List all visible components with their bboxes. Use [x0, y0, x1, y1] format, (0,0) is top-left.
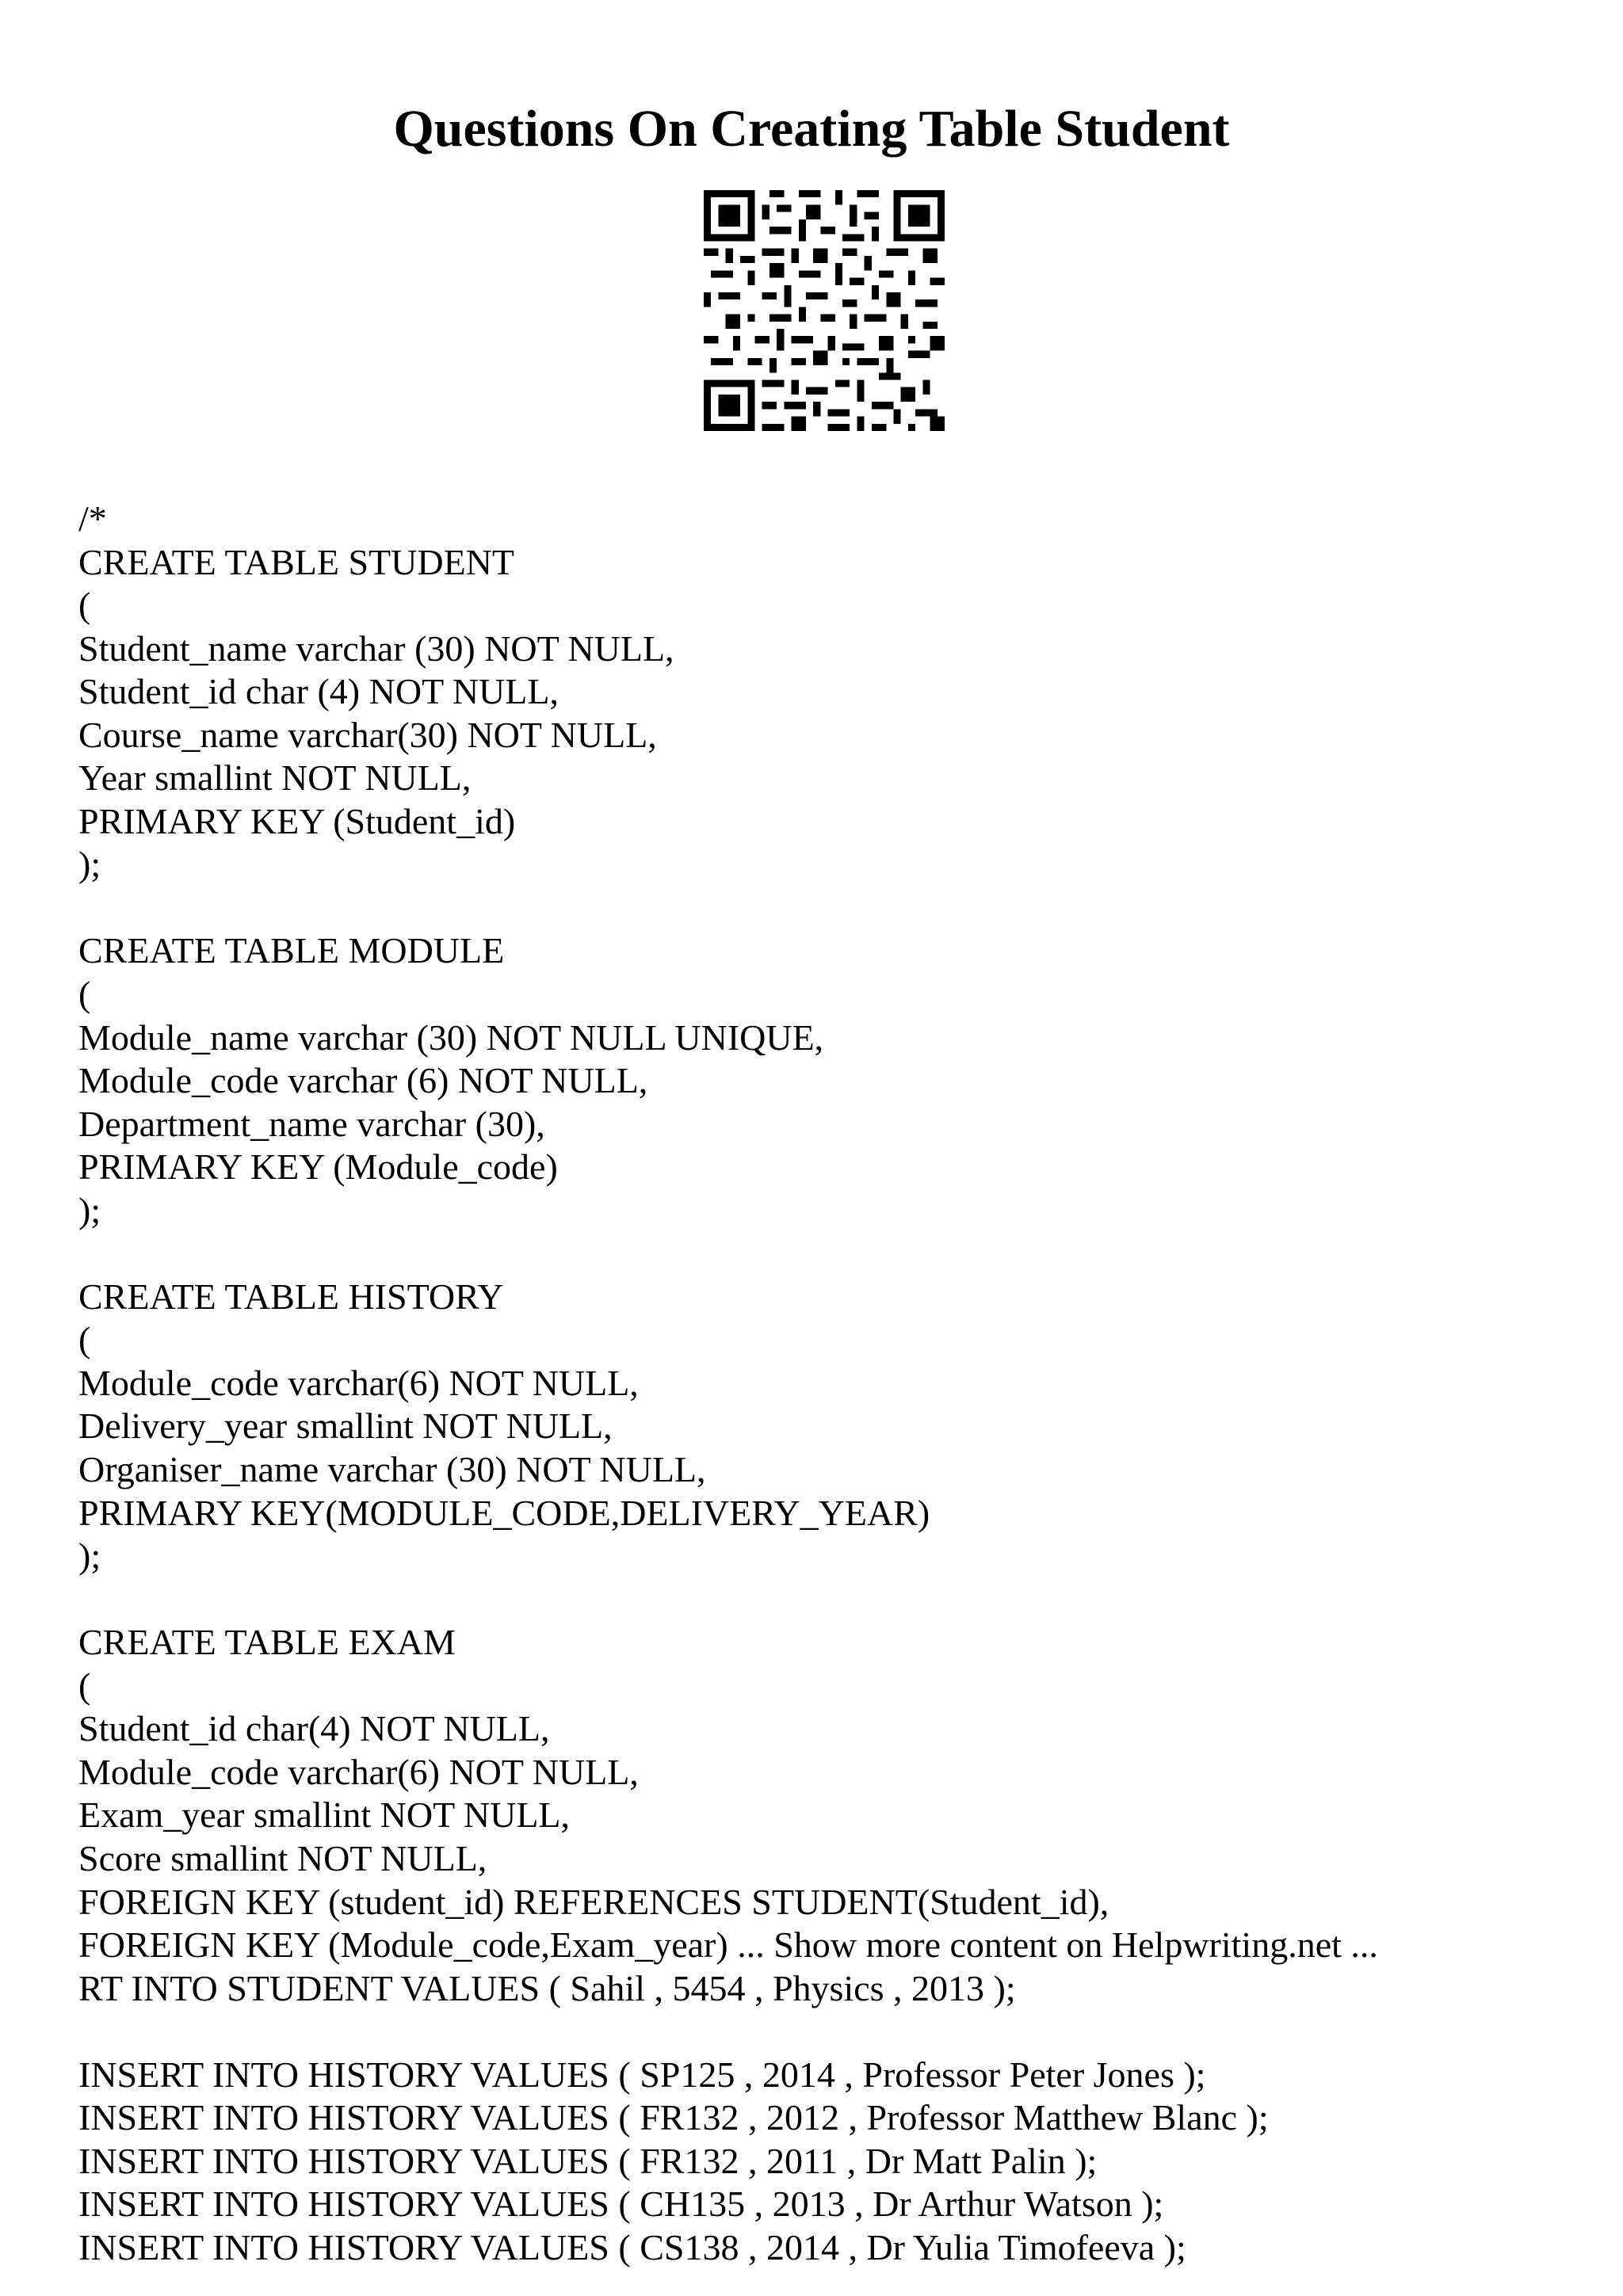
code-line: (: [78, 585, 91, 626]
code-line: Course_name varchar(30) NOT NULL,: [78, 714, 657, 755]
code-line: Score smallint NOT NULL,: [78, 1837, 487, 1878]
code-line: INSERT INTO HISTORY VALUES ( FR132 , 2011 , Dr Matt Palin );: [78, 2140, 1098, 2181]
code-line: FOREIGN KEY (Module_code,Exam_year) ... Show more content on Helpwriting.net ...: [78, 1924, 1378, 1966]
code-line: Student_name varchar (30) NOT NULL,: [78, 627, 674, 669]
code-line: (: [78, 1665, 91, 1706]
code-line: PRIMARY KEY (Module_code): [78, 1146, 558, 1188]
code-line: INSERT INTO HISTORY VALUES ( FR132 , 2012 , Professor Matthew Blanc );: [78, 2097, 1269, 2138]
code-line: );: [78, 1535, 101, 1577]
code-line: );: [78, 1189, 101, 1230]
code-line: Module_code varchar(6) NOT NULL,: [78, 1362, 639, 1403]
code-line: FOREIGN KEY (student_id) REFERENCES STUDENT(Student_id),: [78, 1881, 1109, 1922]
code-line: (: [78, 1319, 91, 1360]
code-line: PRIMARY KEY(MODULE_CODE,DELIVERY_YEAR): [78, 1492, 930, 1533]
code-line: CREATE TABLE MODULE: [78, 930, 505, 971]
code-line: CREATE TABLE STUDENT: [78, 541, 515, 582]
code-line: RT INTO STUDENT VALUES ( Sahil , 5454 , Physics , 2013 );: [78, 1967, 1016, 2008]
code-line: Delivery_year smallint NOT NULL,: [78, 1405, 613, 1447]
code-line: PRIMARY KEY (Student_id): [78, 800, 516, 841]
code-line: INSERT INTO HISTORY VALUES ( CH135 , 2013 , Dr Arthur Watson );: [78, 2183, 1164, 2225]
code-line: INSERT INTO HISTORY VALUES ( SP125 , 2014 , Professor Peter Jones );: [78, 2054, 1206, 2095]
code-line: Department_name varchar (30),: [78, 1103, 545, 1144]
code-line: CREATE TABLE HISTORY: [78, 1276, 504, 1317]
qr-code-icon: [704, 190, 945, 431]
code-line: Module_name varchar (30) NOT NULL UNIQUE,: [78, 1016, 824, 1058]
blank-line: [78, 887, 1584, 930]
code-line: Student_id char (4) NOT NULL,: [78, 671, 559, 712]
code-line: Module_code varchar (6) NOT NULL,: [78, 1060, 648, 1101]
blank-line: [78, 1578, 1584, 1622]
page-title: Questions On Creating Table Student: [393, 100, 1230, 158]
code-line: Year smallint NOT NULL,: [78, 757, 472, 799]
blank-line: [78, 1232, 1584, 1276]
code-line: Student_id char(4) NOT NULL,: [78, 1708, 550, 1749]
blank-line: [78, 2010, 1584, 2054]
code-line: Module_code varchar(6) NOT NULL,: [78, 1751, 639, 1792]
code-line: );: [78, 844, 101, 885]
code-line: CREATE TABLE EXAM: [78, 1622, 456, 1663]
code-line: Organiser_name varchar (30) NOT NULL,: [78, 1449, 706, 1490]
code-line: Exam_year smallint NOT NULL,: [78, 1794, 571, 1836]
code-line: (: [78, 974, 91, 1015]
code-line: INSERT INTO HISTORY VALUES ( CS138 , 2014 , Dr Yulia Timofeeva );: [78, 2226, 1186, 2267]
sql-code-block: [78, 498, 1584, 2269]
code-line: /*: [78, 498, 107, 539]
